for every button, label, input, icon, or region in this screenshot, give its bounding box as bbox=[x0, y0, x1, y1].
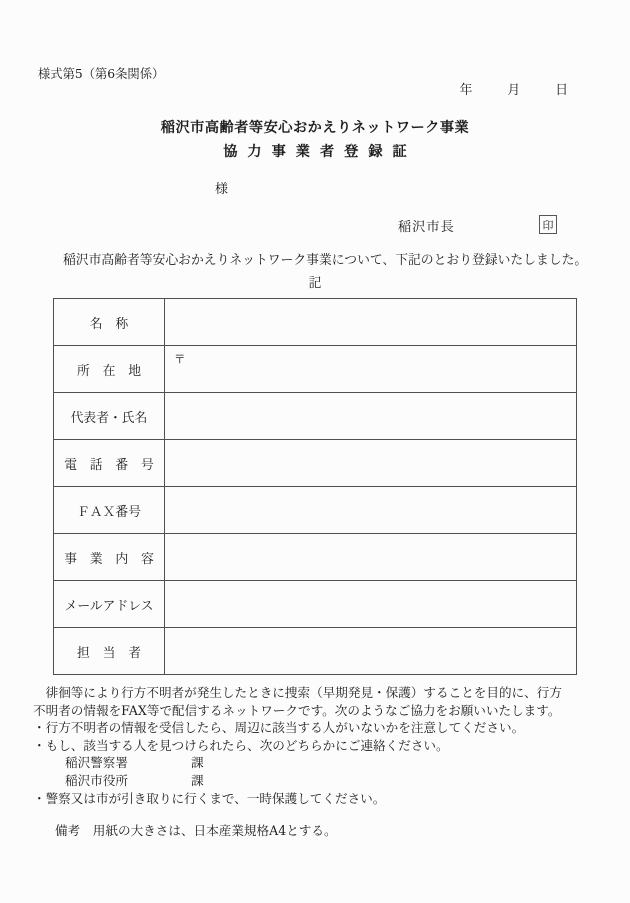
contact-city-hall: 稲沢市役所 課 bbox=[65, 772, 204, 788]
table-row bbox=[54, 440, 577, 487]
table-row bbox=[54, 487, 577, 534]
seal-placeholder: 印 bbox=[539, 215, 557, 234]
date-year-label: 年 bbox=[459, 83, 473, 98]
explanation-block bbox=[33, 684, 599, 807]
row-label-contact-person: 担 当 者 bbox=[54, 628, 165, 675]
instruction-bullet: ・もし、該当する人を見つけられたら、次のどちらかにご連絡ください。 bbox=[33, 737, 449, 753]
addressee-honorific: 様 bbox=[215, 182, 229, 197]
form-number: 様式第5（第6条関係） bbox=[38, 67, 165, 81]
table-row bbox=[54, 346, 577, 393]
row-value-business bbox=[165, 534, 577, 581]
document-subtitle: 協力事業者登録証 bbox=[223, 144, 417, 160]
row-label-name: 名 称 bbox=[54, 299, 165, 346]
row-value-fax bbox=[165, 487, 577, 534]
row-label-business: 事 業 内 容 bbox=[54, 534, 165, 581]
row-value-contact-person bbox=[165, 628, 577, 675]
date-day-label: 日 bbox=[555, 83, 568, 98]
explanation-line: 不明者の情報をFAX等で配信するネットワークです。次のようなご協力をお願いいたします。 bbox=[33, 702, 561, 718]
table-row bbox=[54, 393, 577, 440]
row-label-phone: 電 話 番 号 bbox=[54, 440, 165, 487]
date-month-label: 月 bbox=[507, 83, 521, 98]
row-label-fax: ＦＡＸ番号 bbox=[54, 487, 165, 534]
row-label-email: メールアドレス bbox=[54, 581, 165, 628]
explanation-line: 徘徊等により行方不明者が発生したときに捜索（早期発見・保護）することを目的に、行方 bbox=[33, 685, 562, 700]
table-row bbox=[54, 581, 577, 628]
row-value-email bbox=[165, 581, 577, 628]
document-title: 稲沢市高齢者等安心おかえりネットワーク事業 bbox=[160, 120, 470, 136]
row-value-name bbox=[165, 299, 577, 346]
date-line bbox=[0, 79, 630, 98]
issuer-name: 稲沢市長 bbox=[398, 220, 455, 235]
row-label-representative: 代表者・氏名 bbox=[54, 393, 165, 440]
row-value-phone bbox=[165, 440, 577, 487]
table-row bbox=[54, 534, 577, 581]
table-row bbox=[54, 628, 577, 675]
record-marker: 記 bbox=[308, 276, 322, 291]
intro-paragraph: 稲沢市高齢者等安心おかえりネットワーク事業について、下記のとおり登録いたしました。 bbox=[63, 253, 588, 268]
instruction-bullet: ・警察又は市が引き取りに行くまで、一時保護してください。 bbox=[33, 790, 386, 806]
row-label-address: 所 在 地 bbox=[54, 346, 165, 393]
instruction-bullet: ・行方不明者の情報を受信したら、周辺に該当する人がいないかを注意してください。 bbox=[33, 720, 525, 736]
table-row bbox=[54, 299, 577, 346]
contact-police: 稲沢警察署 課 bbox=[65, 755, 204, 771]
paper-size-note: 備考 用紙の大きさは、日本産業規格A4とする。 bbox=[55, 823, 337, 838]
row-value-representative bbox=[165, 393, 577, 440]
row-value-address: 〒 bbox=[165, 346, 577, 393]
registration-table bbox=[53, 298, 577, 675]
